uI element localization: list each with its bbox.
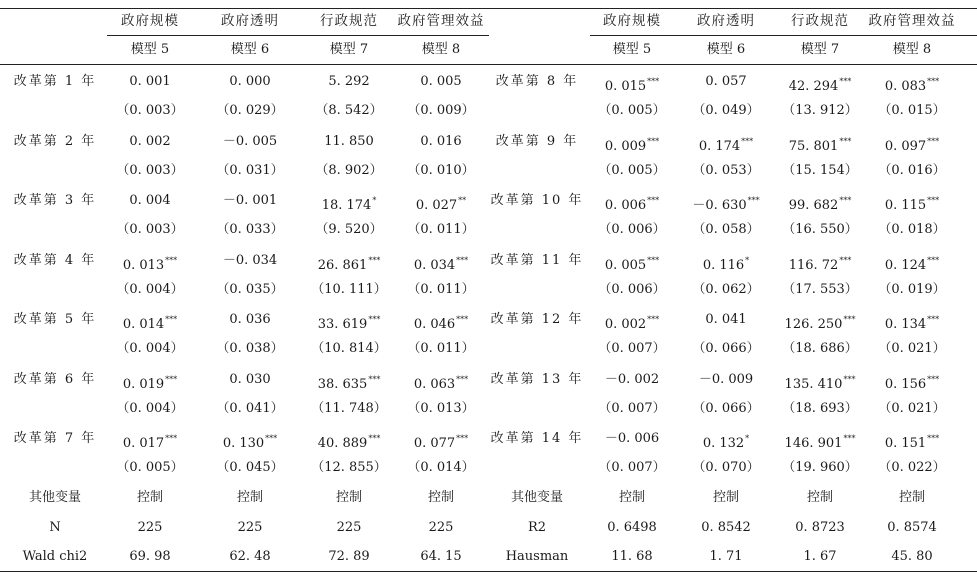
coef-left-1-2 <box>324 134 374 150</box>
significance-stars: *** <box>165 315 178 324</box>
footer-right-1-0: 0. 6498 <box>607 520 657 535</box>
header-left-2: 行政规范 <box>320 13 378 29</box>
coefficient-value: 146. 901 <box>784 436 843 451</box>
significance-stars: *** <box>927 136 940 146</box>
footer-label-left-0: 其他变量 <box>28 490 82 505</box>
footer-right-2-1: 1. 71 <box>709 549 743 564</box>
coefficient-value: 0. 077 <box>413 436 456 451</box>
row-label-right-4: 改革第 12 年 <box>490 312 584 327</box>
coefficient-value: 0. 124 <box>884 257 927 273</box>
coefficient-value: 0. 005 <box>604 257 647 273</box>
significance-stars: *** <box>839 255 852 265</box>
header-left-0: 政府规模 <box>121 13 179 29</box>
significance-stars: * <box>745 255 750 265</box>
coef-right-6-3 <box>885 431 939 452</box>
se-right-1-3: （0. 016） <box>878 162 946 178</box>
footer-left-1-3: 225 <box>428 520 454 535</box>
coef-right-3-3 <box>885 253 939 274</box>
coef-left-6-1 <box>223 431 277 452</box>
significance-stars: *** <box>839 77 852 86</box>
coefficient-value: 0. 000 <box>229 74 271 89</box>
model-rule <box>0 64 977 65</box>
footer-label-right-0: 其他变量 <box>510 490 564 505</box>
se-left-6-3: （0. 014） <box>407 460 475 475</box>
coef-right-3-0 <box>605 253 659 274</box>
se-left-2-1: （0. 033） <box>216 222 284 237</box>
coefficient-value: 33. 619 <box>317 317 368 332</box>
coef-right-0-1 <box>705 74 746 90</box>
coef-right-4-0 <box>605 312 659 333</box>
se-right-4-0: （0. 007） <box>598 341 666 356</box>
se-left-0-3: （0. 009） <box>407 103 475 118</box>
footer-right-1-3: 0. 8574 <box>887 520 937 535</box>
top-rule <box>0 8 977 9</box>
coef-left-3-0 <box>123 253 177 274</box>
se-left-3-3: （0. 011） <box>407 281 475 297</box>
coef-left-5-0 <box>123 372 177 393</box>
coefficient-value: 0. 115 <box>884 198 927 213</box>
significance-stars: * <box>745 434 750 443</box>
footer-left-2-1: 62. 48 <box>229 549 271 564</box>
se-right-3-0: （0. 006） <box>598 281 666 297</box>
se-left-6-0: （0. 005） <box>116 460 184 475</box>
se-right-3-3: （0. 019） <box>878 281 946 297</box>
coef-left-1-3 <box>420 134 461 150</box>
se-left-1-0: （0. 003） <box>116 162 184 178</box>
coef-right-1-0 <box>605 134 659 155</box>
coefficient-value: 0. 006 <box>604 198 647 213</box>
coefficient-value: －0. 005 <box>222 133 278 149</box>
significance-stars: *** <box>647 136 660 146</box>
coefficient-value: 135. 410 <box>784 376 843 392</box>
coefficient-value: 0. 174 <box>698 138 741 154</box>
coefficient-value: 0. 013 <box>122 257 165 273</box>
coef-right-5-3 <box>885 372 939 393</box>
significance-stars: *** <box>747 196 760 205</box>
significance-stars: *** <box>927 196 940 205</box>
significance-stars: *** <box>647 77 660 86</box>
model-right-3: 模型 8 <box>892 42 932 57</box>
se-left-5-0: （0. 004） <box>116 400 184 416</box>
se-right-0-0: （0. 005） <box>598 103 666 118</box>
se-left-1-3: （0. 010） <box>407 162 475 178</box>
footer-label-left-2: Wald chi2 <box>22 549 88 564</box>
row-label-right-2: 改革第 10 年 <box>490 193 584 208</box>
footer-right-0-1: 控制 <box>712 490 740 505</box>
footer-right-0-0: 控制 <box>618 490 646 505</box>
coef-left-5-2 <box>318 372 381 393</box>
coef-left-4-0 <box>123 312 177 333</box>
coefficient-value: 0. 014 <box>122 317 165 332</box>
se-right-5-0: （0. 007） <box>598 400 666 416</box>
coef-right-4-1 <box>705 312 746 328</box>
coefficient-value: －0. 630 <box>692 198 747 213</box>
footer-right-0-2: 控制 <box>806 490 834 505</box>
footer-right-0-3: 控制 <box>898 490 926 505</box>
coefficient-value: 0. 002 <box>129 133 171 149</box>
coefficient-value: 38. 635 <box>317 376 368 392</box>
coef-left-2-0 <box>129 193 170 209</box>
coefficient-value: 0. 046 <box>413 317 456 332</box>
se-left-6-1: （0. 045） <box>216 460 284 475</box>
footer-left-2-2: 72. 89 <box>328 549 370 564</box>
coefficient-value: 0. 016 <box>420 133 462 149</box>
se-right-4-3: （0. 021） <box>878 341 946 356</box>
model-right-0: 模型 5 <box>612 42 652 57</box>
significance-stars: *** <box>927 315 940 324</box>
se-left-2-2: （9. 520） <box>315 222 383 237</box>
se-left-4-3: （0. 011） <box>407 341 475 356</box>
coefficient-value: 40. 889 <box>317 436 368 451</box>
se-right-5-2: （18. 693） <box>782 400 858 416</box>
row-label-right-1: 改革第 9 年 <box>495 133 579 149</box>
coef-right-2-2 <box>789 193 852 214</box>
coef-left-3-1 <box>223 253 277 269</box>
coef-left-2-3 <box>416 193 466 214</box>
row-label-right-0: 改革第 8 年 <box>495 74 579 89</box>
coefficient-value: 0. 002 <box>604 317 647 332</box>
se-right-0-3: （0. 015） <box>878 103 946 118</box>
se-left-0-1: （0. 029） <box>216 103 284 118</box>
coefficient-value: 0. 097 <box>884 138 927 154</box>
row-label-right-5: 改革第 13 年 <box>490 371 584 387</box>
model-left-0: 模型 5 <box>130 42 170 57</box>
footer-left-2-0: 69. 98 <box>129 549 171 564</box>
coefficient-value: －0. 001 <box>222 193 278 208</box>
significance-stars: *** <box>647 315 660 324</box>
coef-left-1-1 <box>223 134 277 150</box>
bottom-rule <box>0 571 977 572</box>
significance-stars: *** <box>368 315 381 324</box>
coef-left-2-2 <box>322 193 377 214</box>
se-right-2-1: （0. 058） <box>692 222 760 237</box>
coef-left-6-3 <box>414 431 468 452</box>
coef-left-4-3 <box>414 312 468 333</box>
significance-stars: *** <box>839 136 852 146</box>
se-left-0-0: （0. 003） <box>116 103 184 118</box>
significance-stars: *** <box>927 374 940 384</box>
coef-right-1-3 <box>885 134 939 155</box>
coefficient-value: 0. 134 <box>884 317 927 332</box>
coef-left-5-3 <box>414 372 468 393</box>
significance-stars: * <box>372 196 377 205</box>
se-right-6-3: （0. 022） <box>878 460 946 475</box>
se-right-2-0: （0. 006） <box>598 222 666 237</box>
significance-stars: *** <box>265 434 278 443</box>
coefficient-value: －0. 002 <box>604 371 660 387</box>
footer-right-2-0: 11. 68 <box>611 549 653 564</box>
coef-left-4-1 <box>229 312 270 328</box>
coefficient-value: 0. 034 <box>413 257 456 273</box>
coef-left-0-3 <box>420 74 461 90</box>
model-left-3: 模型 8 <box>421 42 461 57</box>
significance-stars: *** <box>368 255 381 265</box>
se-right-6-1: （0. 070） <box>692 460 760 475</box>
coefficient-value: 0. 156 <box>884 376 927 392</box>
coefficient-value: 26. 861 <box>317 257 368 273</box>
significance-stars: ** <box>458 196 467 205</box>
se-left-5-1: （0. 041） <box>216 400 284 416</box>
se-right-0-2: （13. 912） <box>782 103 858 118</box>
footer-left-0-2: 控制 <box>335 490 363 505</box>
row-label-right-3: 改革第 11 年 <box>490 252 584 268</box>
coefficient-value: 99. 682 <box>788 198 839 213</box>
coefficient-value: 0. 151 <box>884 436 927 451</box>
coefficient-value: －0. 006 <box>604 431 660 446</box>
coef-right-4-3 <box>885 312 939 333</box>
footer-left-0-3: 控制 <box>427 490 455 505</box>
se-right-1-2: （15. 154） <box>782 162 858 178</box>
model-right-1: 模型 6 <box>706 42 746 57</box>
significance-stars: *** <box>927 77 940 86</box>
footer-label-right-1: R2 <box>527 520 547 535</box>
row-label-left-6: 改革第 7 年 <box>13 431 97 446</box>
significance-stars: *** <box>927 255 940 265</box>
coef-right-0-3 <box>885 74 939 95</box>
coef-right-0-0 <box>605 74 659 95</box>
se-right-0-1: （0. 049） <box>692 103 760 118</box>
se-right-1-0: （0. 005） <box>598 162 666 178</box>
significance-stars: *** <box>843 374 856 384</box>
footer-right-1-1: 0. 8542 <box>701 520 751 535</box>
se-right-1-1: （0. 053） <box>692 162 760 178</box>
coef-right-1-2 <box>789 134 852 155</box>
se-left-3-2: （10. 111） <box>311 281 387 297</box>
significance-stars: *** <box>456 315 469 324</box>
row-label-left-4: 改革第 5 年 <box>13 312 97 327</box>
coefficient-value: －0. 009 <box>698 371 754 387</box>
se-right-4-1: （0. 066） <box>692 341 760 356</box>
se-right-3-1: （0. 062） <box>692 281 760 297</box>
header-right-3: 政府管理效益 <box>868 13 956 29</box>
header-right-1: 政府透明 <box>697 13 755 29</box>
coefficient-value: 18. 174 <box>321 198 372 213</box>
se-right-5-1: （0. 066） <box>692 400 760 416</box>
coef-right-3-2 <box>789 253 852 274</box>
coef-right-1-1 <box>699 134 753 155</box>
coefficient-value: 0. 015 <box>604 79 647 94</box>
footer-label-right-2: Hausman <box>505 549 569 564</box>
coef-left-0-2 <box>328 74 369 90</box>
se-left-4-1: （0. 038） <box>216 341 284 356</box>
footer-right-2-2: 1. 67 <box>803 549 837 564</box>
se-left-3-1: （0. 035） <box>216 281 284 297</box>
coefficient-value: 0. 083 <box>884 79 927 94</box>
significance-stars: *** <box>647 196 660 205</box>
coef-right-2-1 <box>692 193 759 214</box>
se-right-5-3: （0. 021） <box>878 400 946 416</box>
significance-stars: *** <box>647 255 660 265</box>
footer-left-0-0: 控制 <box>136 490 164 505</box>
coef-right-5-0 <box>605 372 659 388</box>
coef-left-6-2 <box>318 431 381 452</box>
coef-left-3-2 <box>318 253 381 274</box>
coef-left-3-3 <box>414 253 468 274</box>
coef-left-0-1 <box>229 74 270 90</box>
coefficient-value: 0. 130 <box>222 436 265 451</box>
se-right-6-0: （0. 007） <box>598 460 666 475</box>
header-left-1: 政府透明 <box>221 13 279 29</box>
header-right-0: 政府规模 <box>603 13 661 29</box>
coef-right-6-2 <box>785 431 856 452</box>
significance-stars: *** <box>368 374 381 384</box>
coefficient-value: 0. 001 <box>129 74 171 89</box>
se-left-4-2: （10. 814） <box>311 341 387 356</box>
row-label-left-2: 改革第 3 年 <box>13 193 97 208</box>
significance-stars: *** <box>165 374 178 384</box>
model-right-2: 模型 7 <box>800 42 840 57</box>
coefficient-value: 0. 057 <box>705 74 747 89</box>
coefficient-value: 0. 027 <box>415 198 458 213</box>
header-rule-right <box>590 35 977 36</box>
coefficient-value: 0. 017 <box>122 436 165 451</box>
se-right-2-2: （16. 550） <box>782 222 858 237</box>
significance-stars: *** <box>927 434 940 443</box>
coef-right-2-3 <box>885 193 939 214</box>
se-right-6-2: （19. 960） <box>782 460 858 475</box>
header-rule-left <box>107 35 489 36</box>
footer-left-1-1: 225 <box>237 520 263 535</box>
row-label-left-1: 改革第 2 年 <box>13 133 97 149</box>
se-left-5-2: （11. 748） <box>311 400 387 416</box>
coefficient-value: 116. 72 <box>788 257 839 273</box>
coefficient-value: 0. 004 <box>129 193 171 208</box>
se-left-1-1: （0. 031） <box>216 162 284 178</box>
coefficient-value: 42. 294 <box>788 79 839 94</box>
se-left-1-2: （8. 902） <box>315 162 383 178</box>
row-label-right-6: 改革第 14 年 <box>490 431 584 446</box>
se-left-6-2: （12. 855） <box>311 460 387 475</box>
coef-left-1-0 <box>129 134 170 150</box>
row-label-left-3: 改革第 4 年 <box>13 252 97 268</box>
se-left-0-2: （8. 542） <box>315 103 383 118</box>
significance-stars: *** <box>368 434 381 443</box>
coefficient-value: 0. 005 <box>420 74 462 89</box>
coef-right-5-2 <box>785 372 856 393</box>
coefficient-value: 0. 063 <box>413 376 456 392</box>
significance-stars: *** <box>456 434 469 443</box>
coef-right-5-1 <box>699 372 753 388</box>
significance-stars: *** <box>165 434 178 443</box>
coefficient-value: 0. 019 <box>122 376 165 392</box>
se-left-2-0: （0. 003） <box>116 222 184 237</box>
coef-right-0-2 <box>789 74 852 95</box>
coef-right-6-1 <box>703 431 749 452</box>
header-left-3: 政府管理效益 <box>397 13 485 29</box>
coefficient-value: 0. 030 <box>229 371 271 387</box>
coefficient-value: 0. 041 <box>705 312 747 327</box>
significance-stars: *** <box>741 136 754 146</box>
coefficient-value: 75. 801 <box>788 138 839 154</box>
footer-left-1-0: 225 <box>137 520 163 535</box>
significance-stars: *** <box>456 374 469 384</box>
significance-stars: *** <box>843 434 856 443</box>
se-right-3-2: （17. 553） <box>782 281 858 297</box>
header-right-2: 行政规范 <box>791 13 849 29</box>
footer-left-1-2: 225 <box>336 520 362 535</box>
significance-stars: *** <box>165 255 178 265</box>
significance-stars: *** <box>843 315 856 324</box>
coef-left-5-1 <box>229 372 270 388</box>
se-left-3-0: （0. 004） <box>116 281 184 297</box>
se-right-4-2: （18. 686） <box>782 341 858 356</box>
coefficient-value: 0. 116 <box>702 257 745 273</box>
coefficient-value: 0. 132 <box>702 436 745 451</box>
se-left-5-3: （0. 013） <box>407 400 475 416</box>
se-left-4-0: （0. 004） <box>116 341 184 356</box>
coef-right-6-0 <box>605 431 659 447</box>
coefficient-value: 0. 009 <box>604 138 647 154</box>
significance-stars: *** <box>456 255 469 265</box>
footer-left-0-1: 控制 <box>236 490 264 505</box>
coef-left-4-2 <box>318 312 381 333</box>
coef-right-3-1 <box>703 253 749 274</box>
row-label-left-5: 改革第 6 年 <box>13 371 97 387</box>
footer-label-left-1: N <box>49 520 61 535</box>
coef-left-0-0 <box>129 74 170 90</box>
significance-stars: *** <box>839 196 852 205</box>
row-label-left-0: 改革第 1 年 <box>13 74 97 89</box>
coef-right-2-0 <box>605 193 659 214</box>
model-left-1: 模型 6 <box>230 42 270 57</box>
footer-right-2-3: 45. 80 <box>891 549 933 564</box>
coefficient-value: 0. 036 <box>229 312 271 327</box>
footer-right-1-2: 0. 8723 <box>795 520 845 535</box>
coefficient-value: 11. 850 <box>324 133 374 149</box>
coefficient-value: 126. 250 <box>784 317 843 332</box>
coefficient-value: －0. 034 <box>222 252 278 268</box>
coef-left-6-0 <box>123 431 177 452</box>
se-right-2-3: （0. 018） <box>878 222 946 237</box>
se-left-2-3: （0. 011） <box>407 222 475 237</box>
coefficient-value: 5. 292 <box>328 74 370 89</box>
coef-right-4-2 <box>785 312 856 333</box>
coef-left-2-1 <box>223 193 277 209</box>
footer-left-2-3: 64. 15 <box>420 549 462 564</box>
model-left-2: 模型 7 <box>329 42 369 57</box>
